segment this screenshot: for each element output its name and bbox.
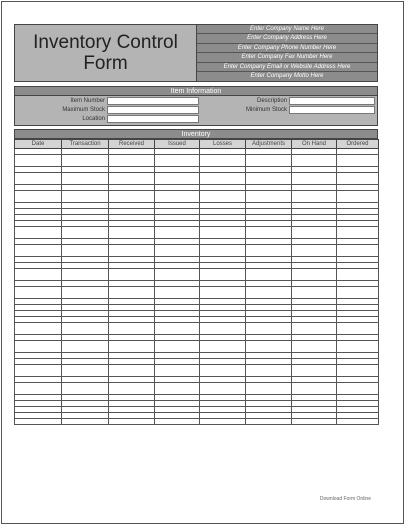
minimum-stock-field[interactable] [289, 106, 375, 114]
location-label: Location [82, 116, 105, 122]
location-field[interactable] [107, 115, 199, 123]
table-cell[interactable] [200, 365, 246, 377]
table-cell[interactable] [15, 173, 62, 185]
table-row [15, 323, 379, 335]
table-cell[interactable] [292, 245, 337, 257]
table-cell[interactable] [155, 341, 200, 353]
table-cell[interactable] [155, 191, 200, 203]
table-cell[interactable] [292, 155, 337, 167]
table-cell[interactable] [109, 419, 155, 425]
company-motto-field[interactable]: Enter Company Motto Here [197, 72, 377, 81]
table-cell[interactable] [337, 419, 379, 425]
table-cell[interactable] [246, 155, 292, 167]
table-row [15, 269, 379, 281]
table-cell[interactable] [200, 227, 246, 239]
table-cell[interactable] [246, 245, 292, 257]
item-number-label: Item Number [70, 98, 105, 104]
table-cell[interactable] [15, 287, 62, 299]
table-cell[interactable] [109, 191, 155, 203]
footer-note: Download Form Online [319, 496, 371, 502]
column-header-losses: Losses [200, 140, 246, 149]
table-cell[interactable] [292, 227, 337, 239]
table-cell[interactable] [109, 227, 155, 239]
column-header-ordered: Ordered [337, 140, 379, 149]
description-field[interactable] [289, 97, 375, 105]
company-fax-field[interactable]: Enter Company Fax Number Here [197, 53, 377, 62]
table-cell[interactable] [109, 383, 155, 395]
inventory-table [14, 139, 379, 425]
table-cell[interactable] [292, 383, 337, 395]
table-cell[interactable] [337, 173, 379, 185]
table-cell[interactable] [337, 383, 379, 395]
table-cell[interactable] [62, 155, 109, 167]
table-cell[interactable] [292, 323, 337, 335]
table-cell[interactable] [15, 245, 62, 257]
table-cell[interactable] [200, 287, 246, 299]
table-cell[interactable] [62, 383, 109, 395]
company-info-box [197, 24, 378, 82]
table-cell[interactable] [246, 191, 292, 203]
table-cell[interactable] [109, 287, 155, 299]
table-cell[interactable] [200, 173, 246, 185]
table-cell[interactable] [246, 383, 292, 395]
table-cell[interactable] [155, 365, 200, 377]
table-cell[interactable] [15, 419, 62, 425]
table-cell[interactable] [337, 191, 379, 203]
table-cell[interactable] [62, 323, 109, 335]
column-header-date: Date [15, 140, 62, 149]
table-cell[interactable] [292, 191, 337, 203]
maximum-stock-field[interactable] [107, 106, 199, 114]
maximum-stock-label: Maximum Stock [62, 107, 105, 113]
table-cell[interactable] [246, 323, 292, 335]
table-cell[interactable] [109, 365, 155, 377]
table-cell[interactable] [155, 323, 200, 335]
form-title-box [14, 24, 197, 82]
table-row [15, 383, 379, 395]
company-address-field[interactable]: Enter Company Address Here [197, 34, 377, 43]
table-cell[interactable] [246, 227, 292, 239]
column-header-on-hand: On Hand [292, 140, 337, 149]
table-row [15, 227, 379, 239]
table-cell[interactable] [246, 341, 292, 353]
form-title-line-1: Inventory Control [33, 32, 178, 53]
column-header-issued: Issued [155, 140, 200, 149]
table-cell[interactable] [109, 155, 155, 167]
table-cell[interactable] [62, 365, 109, 377]
table-row [15, 155, 379, 167]
table-cell[interactable] [109, 323, 155, 335]
item-information-box [14, 96, 378, 126]
table-cell[interactable] [337, 227, 379, 239]
table-cell[interactable] [337, 155, 379, 167]
table-cell[interactable] [15, 155, 62, 167]
table-cell[interactable] [337, 245, 379, 257]
table-cell[interactable] [292, 173, 337, 185]
table-cell[interactable] [15, 341, 62, 353]
table-cell[interactable] [292, 341, 337, 353]
table-cell[interactable] [337, 287, 379, 299]
form-header [14, 24, 378, 82]
table-cell[interactable] [15, 227, 62, 239]
table-cell[interactable] [109, 341, 155, 353]
table-cell[interactable] [15, 323, 62, 335]
table-cell[interactable] [292, 419, 337, 425]
table-cell[interactable] [200, 383, 246, 395]
table-cell[interactable] [62, 173, 109, 185]
table-cell[interactable] [62, 227, 109, 239]
column-header-transaction: Transaction [62, 140, 109, 149]
company-email-field[interactable]: Enter Company Email or Website Address Here [197, 63, 377, 72]
table-cell[interactable] [337, 323, 379, 335]
table-row [15, 287, 379, 299]
form-title-line-2: Form [83, 53, 128, 74]
table-cell[interactable] [155, 227, 200, 239]
table-cell[interactable] [155, 245, 200, 257]
table-cell[interactable] [155, 419, 200, 425]
table-cell[interactable] [62, 287, 109, 299]
table-cell[interactable] [62, 419, 109, 425]
table-row [15, 419, 379, 425]
table-cell[interactable] [62, 245, 109, 257]
table-cell[interactable] [337, 341, 379, 353]
table-row [15, 365, 379, 377]
company-name-field[interactable]: Enter Company Name Here [197, 25, 377, 34]
table-cell[interactable] [15, 269, 62, 281]
table-cell[interactable] [109, 173, 155, 185]
table-row [15, 245, 379, 257]
table-row [15, 173, 379, 185]
table-cell[interactable] [155, 173, 200, 185]
table-cell[interactable] [246, 365, 292, 377]
table-cell[interactable] [109, 245, 155, 257]
table-cell[interactable] [200, 323, 246, 335]
item-information-heading: Item Information [14, 86, 378, 96]
table-cell[interactable] [337, 365, 379, 377]
table-cell[interactable] [337, 269, 379, 281]
table-cell[interactable] [292, 365, 337, 377]
table-cell[interactable] [292, 287, 337, 299]
table-cell[interactable] [200, 191, 246, 203]
table-cell[interactable] [246, 269, 292, 281]
description-label: Description [256, 98, 287, 104]
table-cell[interactable] [109, 269, 155, 281]
table-cell[interactable] [155, 383, 200, 395]
minimum-stock-label: Minimum Stock [245, 107, 287, 113]
item-number-field[interactable] [107, 97, 199, 105]
table-cell[interactable] [62, 269, 109, 281]
table-row [15, 191, 379, 203]
table-cell[interactable] [246, 173, 292, 185]
table-cell[interactable] [246, 287, 292, 299]
table-cell[interactable] [200, 269, 246, 281]
table-cell[interactable] [15, 383, 62, 395]
table-cell[interactable] [292, 269, 337, 281]
table-cell[interactable] [155, 287, 200, 299]
table-cell[interactable] [15, 191, 62, 203]
table-cell[interactable] [15, 365, 62, 377]
table-cell[interactable] [155, 269, 200, 281]
table-cell[interactable] [200, 419, 246, 425]
table-cell[interactable] [246, 419, 292, 425]
table-cell[interactable] [62, 191, 109, 203]
table-cell[interactable] [200, 341, 246, 353]
inventory-header-row [15, 140, 379, 149]
table-row [15, 341, 379, 353]
company-phone-field[interactable]: Enter Company Phone Number Here [197, 44, 377, 53]
column-header-adjustments: Adjustments [246, 140, 292, 149]
table-cell[interactable] [200, 245, 246, 257]
table-cell[interactable] [155, 155, 200, 167]
table-cell[interactable] [200, 155, 246, 167]
table-cell[interactable] [62, 341, 109, 353]
column-header-received: Received [109, 140, 155, 149]
inventory-heading: Inventory [14, 129, 378, 139]
